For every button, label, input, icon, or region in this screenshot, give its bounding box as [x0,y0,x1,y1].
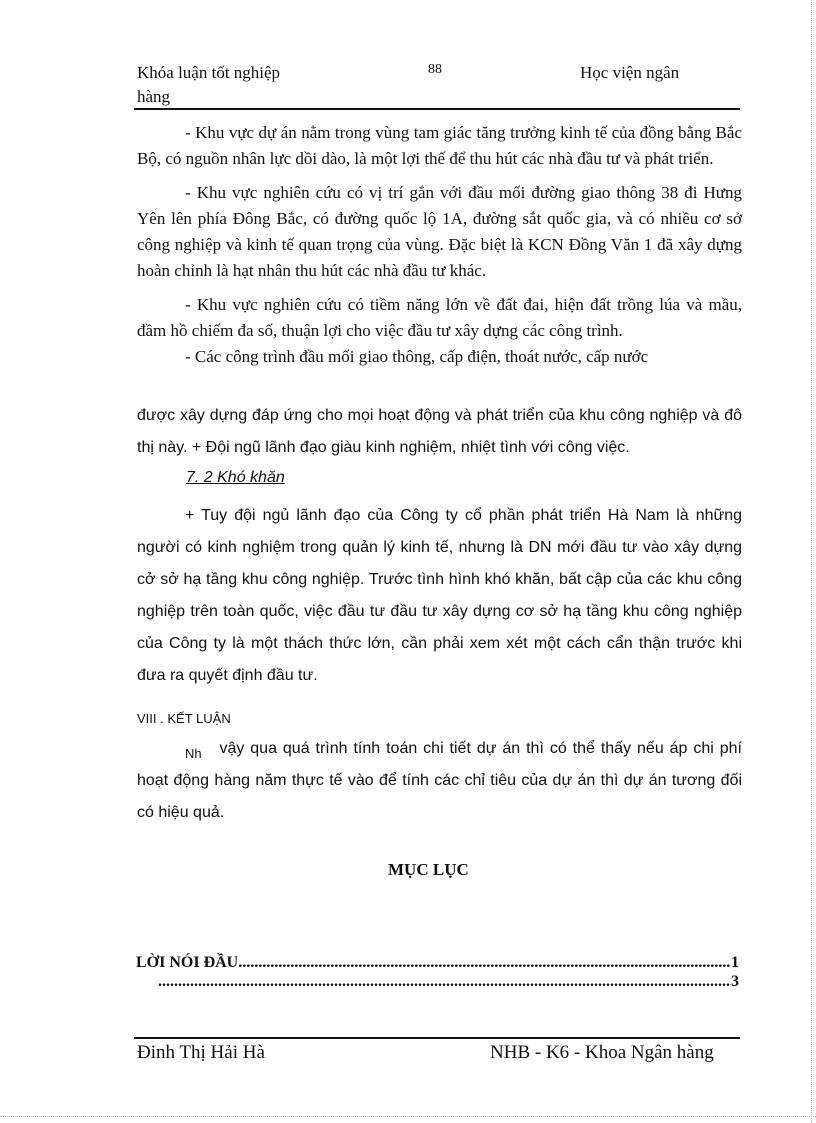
paragraph-3: - Khu vực nghiên cứu có tiềm năng lớn về đất đai, hiện đất trồng lúa và mầu, đầm hồ chiếm đa số, thuận lợi cho việc đầu tư xây dựng các công trình. [137,295,742,340]
toc-entry-page: 3 [731,973,739,990]
page-border-bottom [0,1116,816,1117]
section-heading [137,711,231,726]
toc-title: MỤC LỤC [388,860,469,879]
toc-entry-label: LỜI NÓI ĐẦU [136,954,239,971]
paragraph-6 [137,733,742,829]
header-left-line1: Khóa luận tốt nghiệp [137,63,281,82]
paragraph-5 [137,500,742,692]
header-right: Học viện ngân [580,63,680,82]
paragraph-4-line1: - Các công trình đầu mối giao thông, cấp điện, thoát nước, cấp nước [185,347,649,366]
subheading-difficulties: 7. 2 Khó khăn [186,469,285,486]
paragraph-1: - Khu vực dự án nằm trong vùng tam giác tăng trưởng kinh tế của đồng bằng Bắc Bộ, có nguồn nhân lực dồi dào, là một lợi thế để thu hút các nhà đầu tư và phát triển. [137,123,742,168]
body-text [137,120,742,370]
section-number: VIII [137,711,157,726]
footer-rule [134,1037,740,1039]
toc-leader-dots [158,973,731,991]
paragraph-6-first: Nh [185,746,202,761]
paragraph-2: - Khu vực nghiên cứu có vị trí gắn với đầu mối đường giao thông 38 đi Hưng Yên lên phía Đông Bắc, có đường quốc lộ 1A, đường sắt quốc gia, và có nhiều cơ sở công nghiệp và kinh tế quan trọng của vùng. Đặc biệt là KCN Đồng Văn 1 đã xây dựng hoàn chỉnh là hạt nhân thu hút các nhà đầu tư khác. [137,183,742,280]
toc-leader-dots [238,954,731,972]
footer-class: NHB - K6 - Khoa Ngân hàng [490,1042,714,1063]
header-left-line2: hàng [137,87,171,106]
toc-entry[interactable] [136,954,739,972]
paragraph-6-text: vậy qua quá trình tính toán chi tiết dự án thì có thể thấy nếu áp chi phí hoạt động hàng năm thực tế vào để tính các chỉ tiêu của dự án thì dự án tương đối có hiệu quả. [137,740,743,821]
header-rule [134,108,740,110]
toc-entry[interactable] [158,973,739,991]
section-title: . KẾT LUẬN [160,711,231,726]
toc-entry-page: 1 [731,954,739,971]
paragraph-4-rest: được xây dựng đáp ứng cho mọi hoạt động và phát triển của khu công nghiệp và đô thị này. + Đội ngũ lãnh đạo giàu kinh nghiệm, nhiệt tình với công việc. [137,407,742,456]
footer-author: Đinh Thị Hải Hà [137,1042,265,1063]
page-number: 88 [428,62,442,77]
page-border-right [811,0,812,1123]
paragraph-5-text: + Tuy đội ngủ lãnh đạo của Công ty cổ phần phát triển Hà Nam là những người có kinh nghiệm trong quản lý kinh tế, nhưng là DN mới đầu tư vào xây dựng cở sở hạ tầng khu công nghiệp. Trước tình hình khó khăn, bất cập của các khu công nghiệp trên toàn quốc, việc đầu tư đầu tư xây dựng cơ sở hạ tầng khu công nghiệp của Công ty là một thách thức lớn, cần phải xem xét một cách cẩn thận trước khi đưa ra quyết định đầu tư. [137,507,742,684]
